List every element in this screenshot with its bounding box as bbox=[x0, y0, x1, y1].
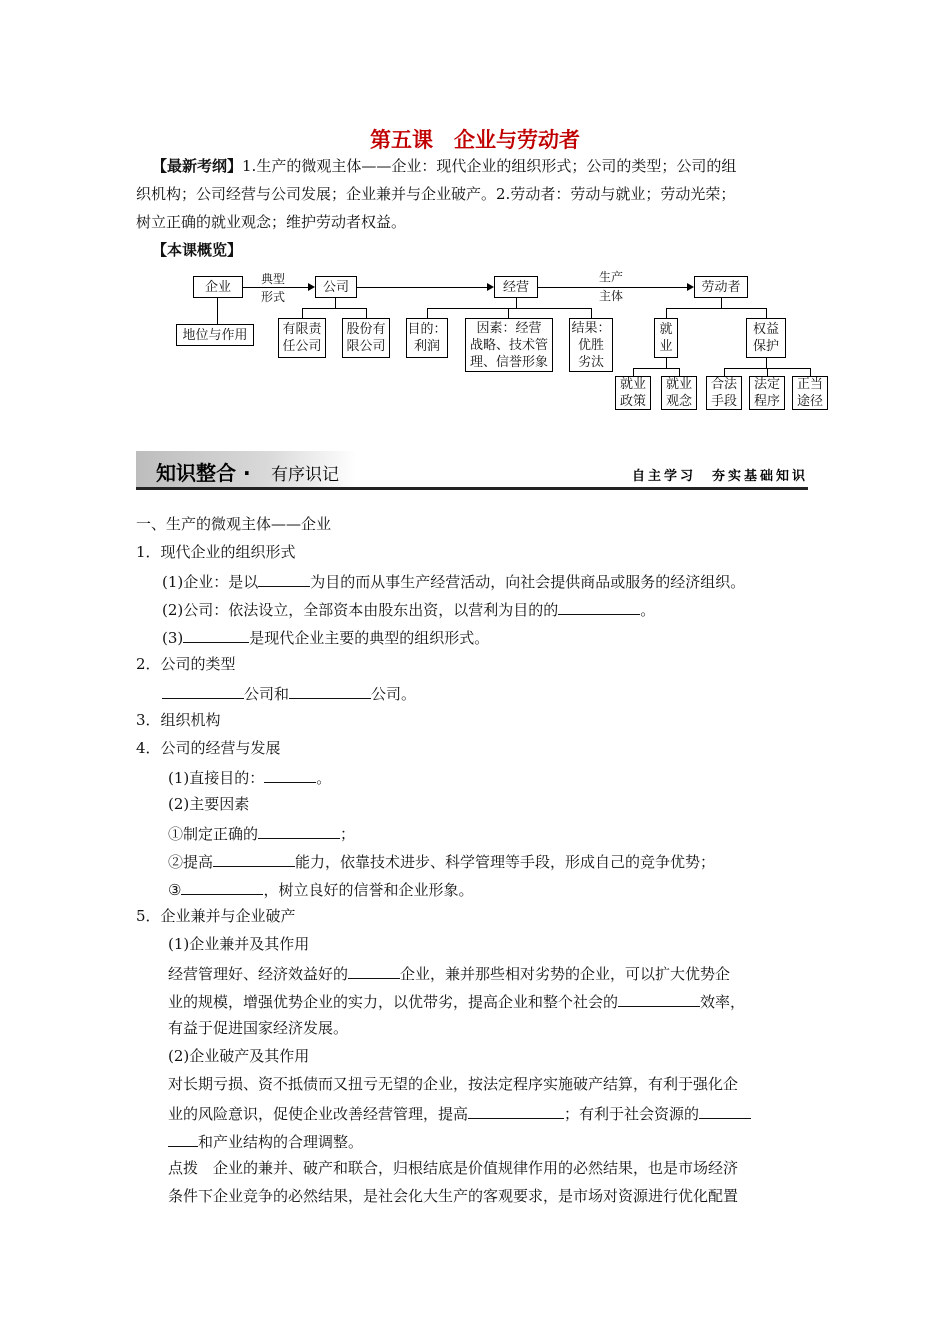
edge-legal-means bbox=[724, 368, 725, 376]
paragraph: 业的风险意识，促使企业改善经营管理，提高 ；有利于社会资源的 bbox=[168, 1102, 751, 1124]
paragraph: ①制定正确的 ； bbox=[168, 822, 355, 844]
node-proper-channel: 正当 途径 bbox=[792, 376, 828, 410]
banner-right-text: 自主学习 夯实基础知识 bbox=[631, 469, 808, 484]
fill-blank bbox=[699, 1102, 751, 1119]
label-typical: 典型 bbox=[260, 272, 285, 286]
edge-result bbox=[591, 308, 592, 318]
node-result: 结果： 优胜 劣汰 bbox=[569, 318, 613, 372]
outline-label: 【最新考纲】 bbox=[152, 157, 243, 175]
paragraph: (1)直接目的： 。 bbox=[168, 766, 331, 788]
node-laborer: 劳动者 bbox=[694, 276, 748, 298]
paragraph: (2)主要因素 bbox=[168, 795, 250, 813]
arrow-head bbox=[487, 283, 494, 291]
edge-employment-down bbox=[666, 358, 667, 368]
fill-blank bbox=[558, 598, 640, 615]
node-factors: 因素：经营 战略、技术管 理、信誉形象 bbox=[465, 318, 553, 372]
edge-concept bbox=[679, 368, 680, 376]
fill-blank bbox=[258, 570, 310, 587]
label-production: 生产 bbox=[598, 270, 623, 284]
outline-line-1: 【最新考纲】1.生产的微观主体——企业：现代企业的组织形式；公司的类型；公司的组 bbox=[152, 157, 737, 175]
paragraph: (3) 是现代企业主要的典型的组织形式。 bbox=[162, 626, 489, 648]
subsection-heading: 4．公司的经营与发展 bbox=[136, 739, 281, 757]
outline-line-2: 织机构；公司经营与公司发展；企业兼并与企业破产。2.劳动者：劳动与就业；劳动光荣； bbox=[136, 185, 736, 203]
subsection-heading: 5．企业兼并与企业破产 bbox=[136, 907, 296, 925]
paragraph: 点拨 企业的兼并、破产和联合，归根结底是价值规律作用的必然结果，也是市场经济 bbox=[168, 1159, 739, 1177]
node-employment-policy: 就业 政策 bbox=[615, 376, 651, 410]
node-status-role: 地位与作用 bbox=[176, 324, 254, 346]
edge-company-down bbox=[335, 298, 336, 308]
paragraph: (1)企业兼并及其作用 bbox=[168, 935, 310, 953]
paragraph: 有益于促进国家经济发展。 bbox=[168, 1019, 349, 1037]
node-jsc: 股份有 限公司 bbox=[342, 318, 390, 358]
node-employment: 就 业 bbox=[654, 318, 678, 358]
banner-subtitle: 有序识记 bbox=[271, 465, 339, 485]
edge-company-branch bbox=[302, 308, 366, 309]
node-goal: 目的： 利润 bbox=[406, 318, 448, 358]
node-enterprise: 企业 bbox=[193, 276, 243, 298]
node-employment-concept: 就业 观念 bbox=[661, 376, 697, 410]
edge-proper-channel bbox=[810, 368, 811, 376]
paragraph: ③ ，树立良好的信誉和企业形象。 bbox=[168, 878, 473, 900]
edge-jsc bbox=[366, 308, 367, 318]
label-subject: 主体 bbox=[598, 289, 623, 303]
edge-rights-down bbox=[766, 358, 767, 368]
edge-operation-down bbox=[516, 298, 517, 308]
edge-enterprise-status bbox=[217, 298, 218, 324]
fill-blank bbox=[213, 850, 295, 867]
overview-label: 【本课概览】 bbox=[152, 241, 243, 259]
paragraph: 和产业结构的合理调整。 bbox=[168, 1130, 363, 1152]
edge-rights bbox=[766, 308, 767, 318]
fill-blank bbox=[183, 626, 249, 643]
edge-factors bbox=[508, 308, 509, 318]
edge-operation-laborer bbox=[538, 287, 687, 288]
subsection-heading: 1．现代企业的组织形式 bbox=[136, 543, 296, 561]
subsection-heading: 3．组织机构 bbox=[136, 711, 221, 729]
fill-blank bbox=[348, 962, 400, 979]
page-title: 第五课 企业与劳动者 bbox=[370, 128, 580, 152]
fill-blank bbox=[168, 1130, 198, 1147]
arrow-head bbox=[687, 283, 694, 291]
fill-blank bbox=[264, 766, 316, 783]
node-legal-means: 合法 手段 bbox=[706, 376, 742, 410]
label-form: 形式 bbox=[260, 290, 285, 304]
section-banner bbox=[136, 451, 808, 491]
node-rights: 权益 保护 bbox=[746, 318, 786, 358]
paragraph: 业的规模，增强优势企业的实力，以优带劣，提高企业和整个社会的 效率， bbox=[168, 990, 745, 1012]
fill-blank bbox=[162, 682, 244, 699]
paragraph: (2)公司：依法设立，全部资本由股东出资，以营利为目的的 。 bbox=[162, 598, 655, 620]
edge-goal bbox=[427, 308, 428, 318]
paragraph: ②提高 能力，依靠技术进步、科学管理等手段，形成自己的竞争优势； bbox=[168, 850, 715, 872]
edge-policy bbox=[633, 368, 634, 376]
fill-blank bbox=[258, 822, 340, 839]
paragraph: (1)企业：是以 为目的而从事生产经营活动，向社会提供商品或服务的经济组织。 bbox=[162, 570, 745, 592]
edge-llc bbox=[302, 308, 303, 318]
edge-legal-procedure bbox=[767, 368, 768, 376]
subsection-heading: 2．公司的类型 bbox=[136, 655, 236, 673]
paragraph: 经营管理好、经济效益好的 企业，兼并那些相对劣势的企业，可以扩大优势企 bbox=[168, 962, 730, 984]
edge-company-operation bbox=[357, 287, 487, 288]
edge-enterprise-company bbox=[243, 287, 309, 288]
edge-operation-branch bbox=[427, 308, 591, 309]
edge-laborer-down bbox=[721, 298, 722, 308]
outline-line-3: 树立正确的就业观念；维护劳动者权益。 bbox=[136, 213, 407, 231]
fill-blank bbox=[289, 682, 371, 699]
fill-blank bbox=[181, 878, 263, 895]
node-llc: 有限责 任公司 bbox=[278, 318, 326, 358]
paragraph: 条件下企业竞争的必然结果，是社会化大生产的客观要求，是市场对资源进行优化配置 bbox=[168, 1187, 739, 1205]
edge-employment bbox=[666, 308, 667, 318]
edge-employment-branch bbox=[633, 368, 679, 369]
fill-blank bbox=[468, 1102, 564, 1119]
section-heading: 一、生产的微观主体——企业 bbox=[136, 515, 332, 533]
paragraph: 公司和 公司。 bbox=[162, 682, 416, 704]
fill-blank bbox=[618, 990, 700, 1007]
arrow-head bbox=[308, 283, 315, 291]
paragraph: 对长期亏损、资不抵债而又扭亏无望的企业，按法定程序实施破产结算，有利于强化企 bbox=[168, 1075, 739, 1093]
paragraph: (2)企业破产及其作用 bbox=[168, 1047, 310, 1065]
node-operation: 经营 bbox=[494, 276, 538, 298]
edge-laborer-branch bbox=[666, 308, 766, 309]
node-company: 公司 bbox=[315, 276, 357, 298]
node-legal-procedure: 法定 程序 bbox=[749, 376, 785, 410]
banner-rule bbox=[136, 487, 808, 490]
banner-title: 知识整合 · bbox=[156, 461, 251, 485]
